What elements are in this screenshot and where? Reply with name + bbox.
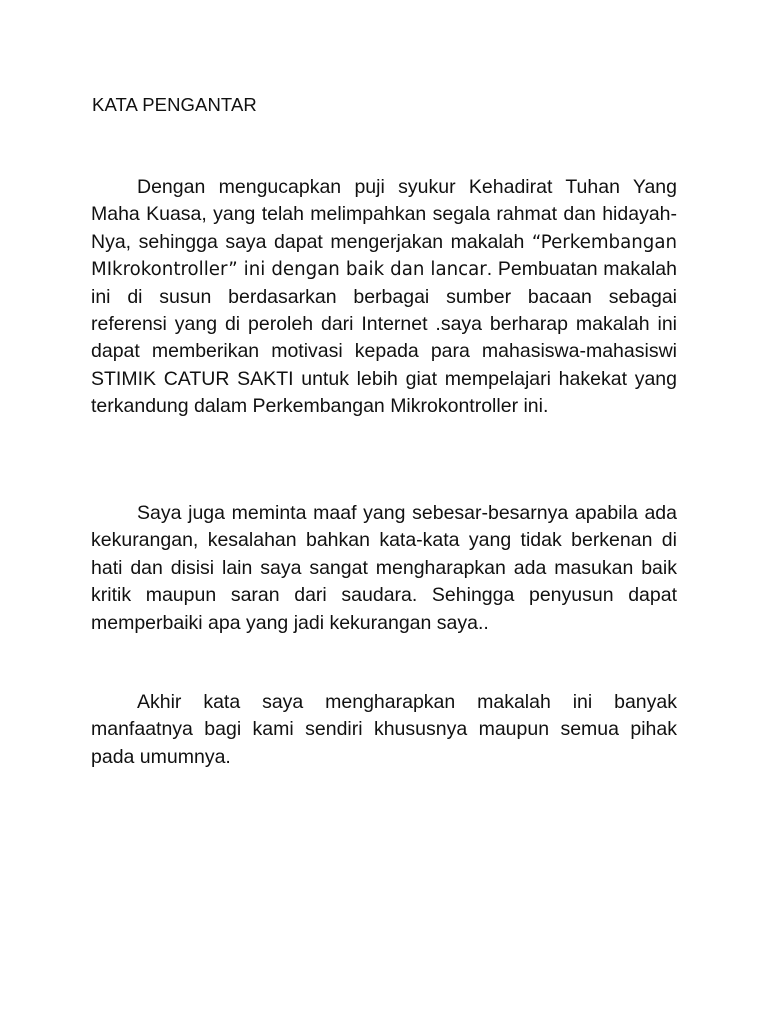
paragraph-3: Akhir kata saya mengharapkan makalah ini banyak manfaatnya bagi kami sendiri khususnya maupun semua pihak pada umumnya. xyxy=(91,691,677,768)
paragraph-1-text-b: . Pembuatan makalah ini di susun berdasarkan berbagai sumber bacaan sebagai referensi yang di peroleh dari Internet .saya berharap makalah ini dapat memberikan motivasi kepada para mahasiswa-mahasiswi STIMIK CATUR SAKTI untuk lebih giat mempelajari hakekat yang terkandung dalam Perkembangan Mikrokontroller ini. xyxy=(91,258,677,418)
paragraph-1-text-a: Dengan mengucapkan puji syukur Kehadirat Tuhan Yang Maha Kuasa, yang telah melimpahkan segala rahmat dan hidayah-Nya, sehingga saya dapat mengerjakan makalah xyxy=(91,176,677,253)
paragraph-2: Saya juga meminta maaf yang sebesar-besarnya apabila ada kekurangan, kesalahan bahkan kata-kata yang tidak berkenan di hati dan disisi lain saya sangat mengharapkan ada masukan baik kritik maupun saran dari saudara. Sehingga penyusun dapat memperbaiki apa yang jadi kekurangan saya.. xyxy=(91,502,677,634)
paragraph-1-title-quote: “Perkembangan MIkrokontroller” ini dengan baik dan lancar xyxy=(91,231,677,281)
paragraph-1 xyxy=(91,174,677,421)
document-title: KATA PENGANTAR xyxy=(92,94,257,115)
